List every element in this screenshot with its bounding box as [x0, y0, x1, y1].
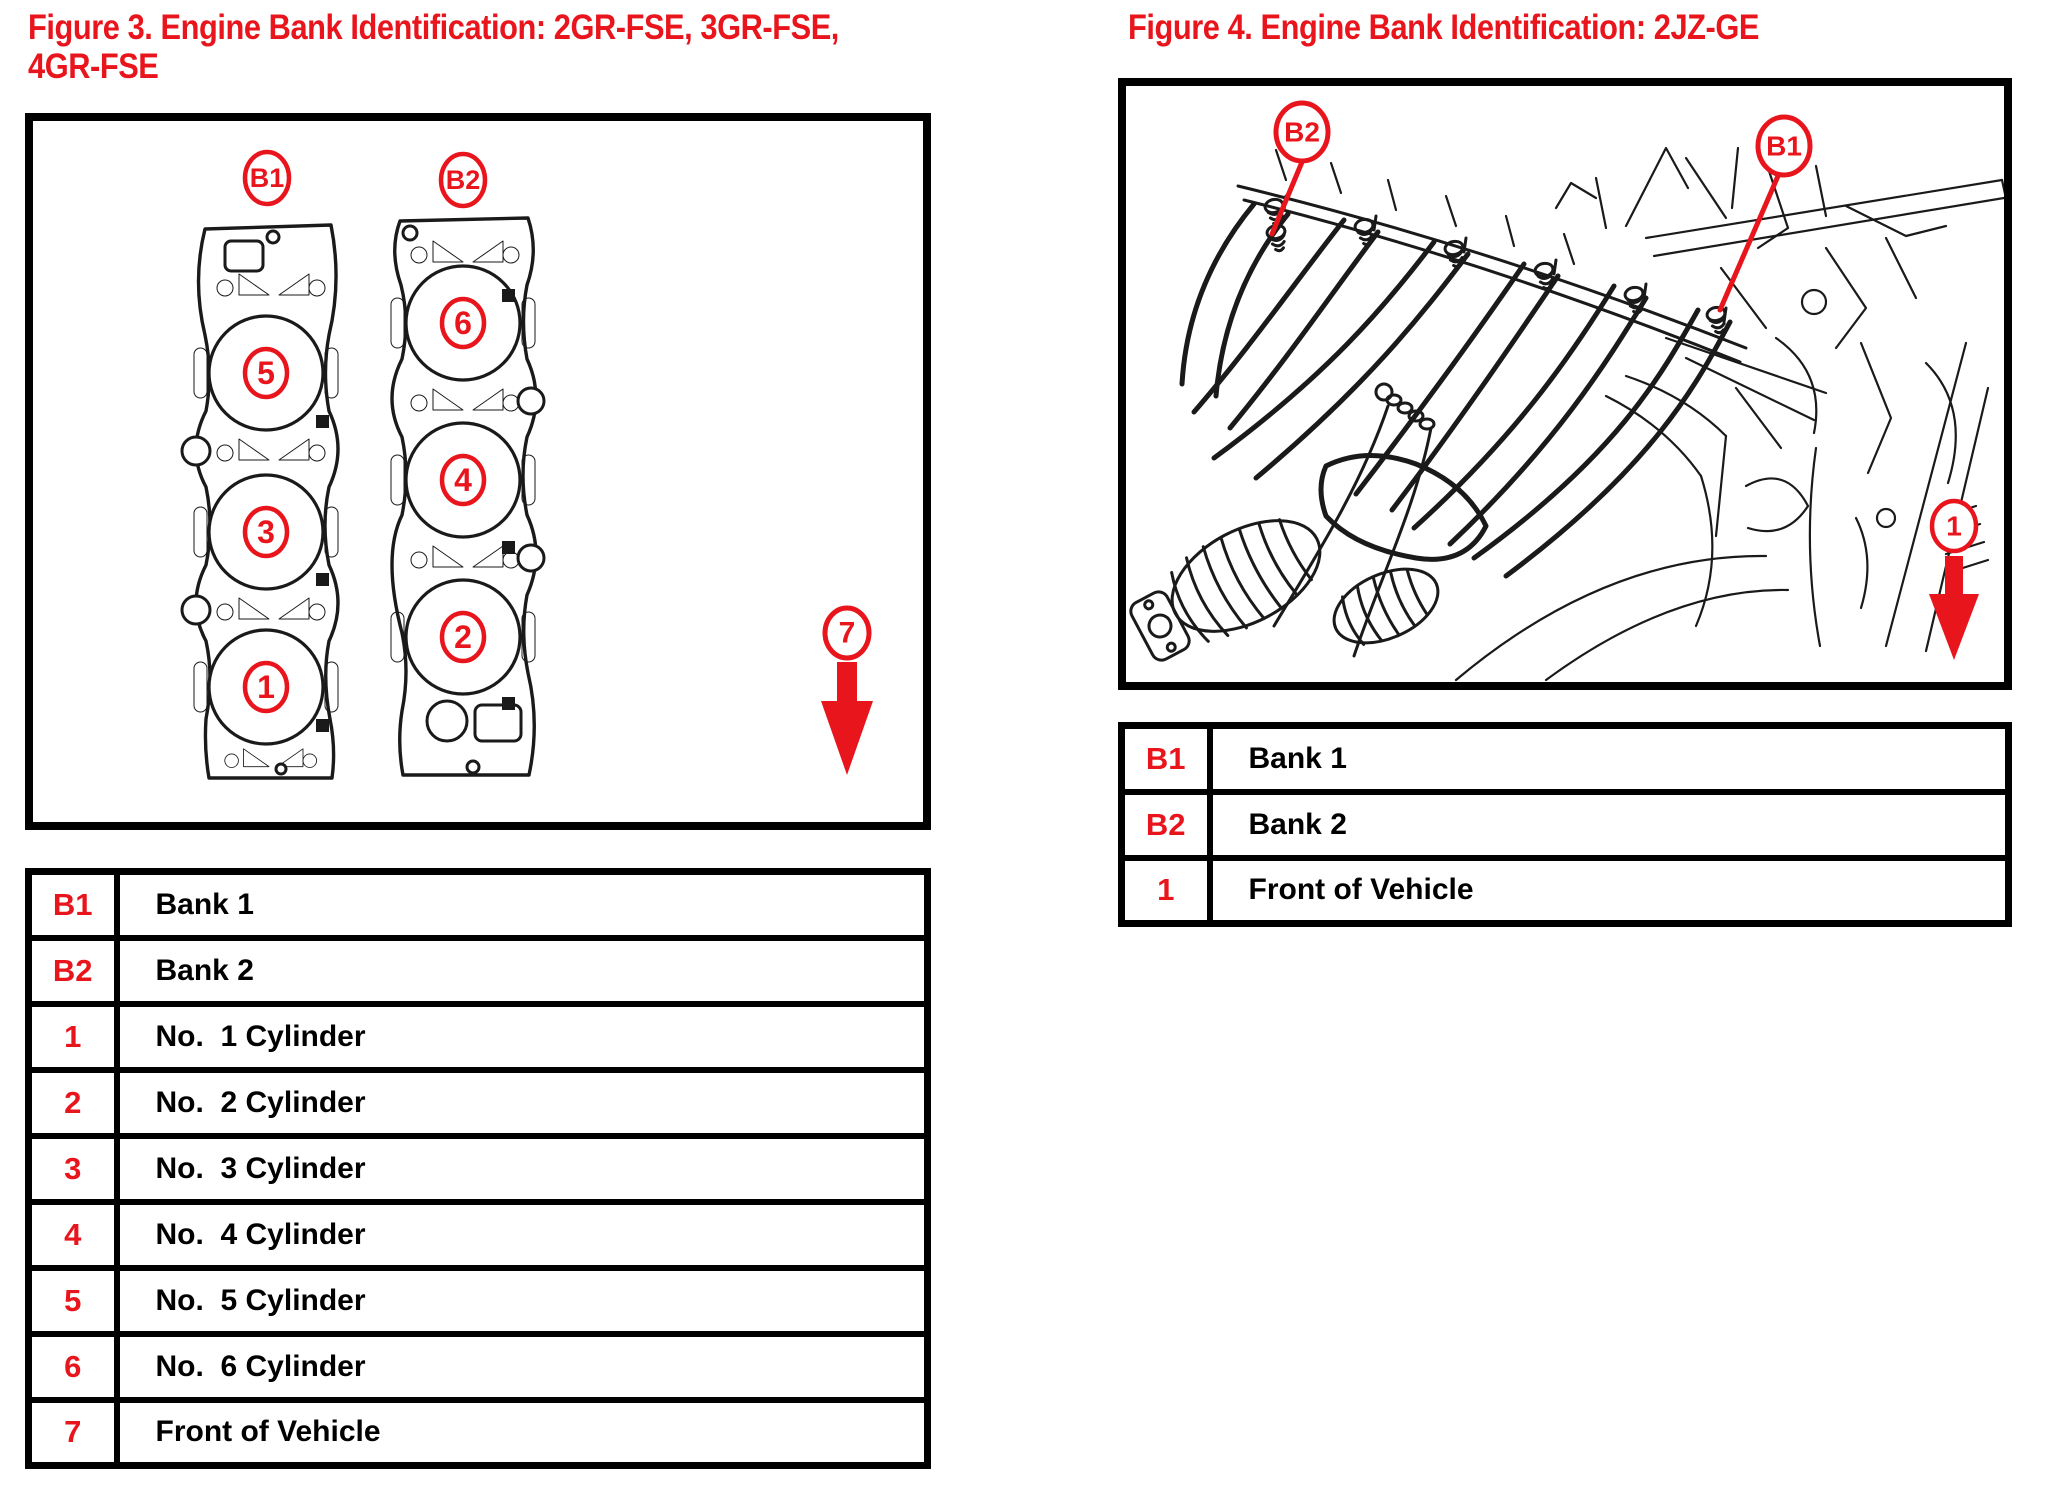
fig3-cylinder4-label	[442, 456, 484, 504]
legend-value: Bank 2	[1210, 792, 2009, 858]
legend-row	[29, 1268, 928, 1334]
figure4-title	[1128, 8, 1759, 47]
legend-value: No. 1 Cylinder	[117, 1004, 928, 1070]
legend-key: B1	[29, 872, 117, 938]
legend-value: No. 6 Cylinder	[117, 1334, 928, 1400]
legend-key: 4	[29, 1202, 117, 1268]
legend-key: B1	[1122, 726, 1210, 792]
fig3-head-gasket-diagram	[33, 121, 923, 822]
legend-key: 6	[29, 1334, 117, 1400]
legend-value: Bank 1	[117, 872, 928, 938]
legend-row	[29, 1334, 928, 1400]
legend-row	[29, 938, 928, 1004]
legend-key: 7	[29, 1400, 117, 1466]
fig3-front-arrow-label: 7	[838, 616, 856, 650]
svg-text:1: 1	[257, 669, 275, 705]
figure3-title-line1: Figure 3. Engine Bank Identification: 2GR-FSE, 3GR-FSE,	[28, 8, 839, 47]
fig4-front-of-vehicle-arrow	[1929, 501, 1979, 660]
legend-value: Front of Vehicle	[1210, 858, 2009, 924]
fig3-cylinder3-label	[245, 508, 287, 556]
fig3-front-of-vehicle-arrow	[821, 608, 873, 775]
down-arrow-icon	[1945, 556, 1963, 596]
collector-end-flange	[1127, 588, 1192, 663]
legend-row	[29, 1136, 928, 1202]
legend-row	[29, 872, 928, 938]
figure4-legend-table	[1118, 722, 2012, 927]
svg-text:6: 6	[454, 305, 472, 341]
legend-row	[29, 1004, 928, 1070]
legend-value: Front of Vehicle	[117, 1400, 928, 1466]
fig3-callout-bank1	[245, 152, 289, 204]
svg-text:3: 3	[257, 514, 275, 550]
fig3-cylinder1-label	[245, 663, 287, 711]
svg-text:2: 2	[454, 619, 472, 655]
fig3-callout-bank1-label: B1	[249, 163, 285, 193]
fig3-cylinder2-label	[442, 613, 484, 661]
manifold-flange	[1238, 186, 1746, 362]
svg-text:4: 4	[454, 462, 472, 498]
legend-value: No. 2 Cylinder	[117, 1070, 928, 1136]
figure4-title-line1: Figure 4. Engine Bank Identification: 2JZ-GE	[1128, 8, 1759, 47]
fig4-exhaust-manifold-illustration	[1126, 86, 2004, 682]
legend-value: No. 4 Cylinder	[117, 1202, 928, 1268]
svg-text:5: 5	[257, 355, 275, 391]
legend-key: B2	[1122, 792, 1210, 858]
legend-value: Bank 1	[1210, 726, 2009, 792]
gasket-line-art	[182, 218, 544, 778]
legend-key: 2	[29, 1070, 117, 1136]
legend-key: B2	[29, 938, 117, 1004]
legend-value: No. 3 Cylinder	[117, 1136, 928, 1202]
down-arrow-icon	[837, 662, 857, 704]
figure3-legend-table	[25, 868, 931, 1469]
figure3-frame	[25, 113, 931, 830]
legend-row	[1122, 726, 2009, 792]
legend-key: 3	[29, 1136, 117, 1202]
legend-row	[1122, 858, 2009, 924]
figure3-title-line2: 4GR-FSE	[28, 47, 159, 86]
legend-key: 1	[1122, 858, 1210, 924]
legend-value: No. 5 Cylinder	[117, 1268, 928, 1334]
legend-key: 5	[29, 1268, 117, 1334]
fig3-callout-bank2	[441, 154, 485, 206]
figure4-frame	[1118, 78, 2012, 690]
fig4-callout-bank1-label: B1	[1766, 130, 1802, 162]
legend-row	[29, 1070, 928, 1136]
heat-shield-front	[1154, 498, 1338, 654]
legend-row	[29, 1400, 928, 1466]
fig4-front-arrow-label: 1	[1946, 510, 1962, 542]
legend-value: Bank 2	[117, 938, 928, 1004]
fig3-cylinder5-label	[245, 349, 287, 397]
fig3-callout-bank2-label: B2	[445, 165, 481, 195]
fig4-callout-bank2-label: B2	[1284, 116, 1320, 148]
fig3-cylinder6-label	[442, 299, 484, 347]
legend-row	[1122, 792, 2009, 858]
legend-key: 1	[29, 1004, 117, 1070]
legend-row	[29, 1202, 928, 1268]
figure3-title	[28, 8, 839, 86]
